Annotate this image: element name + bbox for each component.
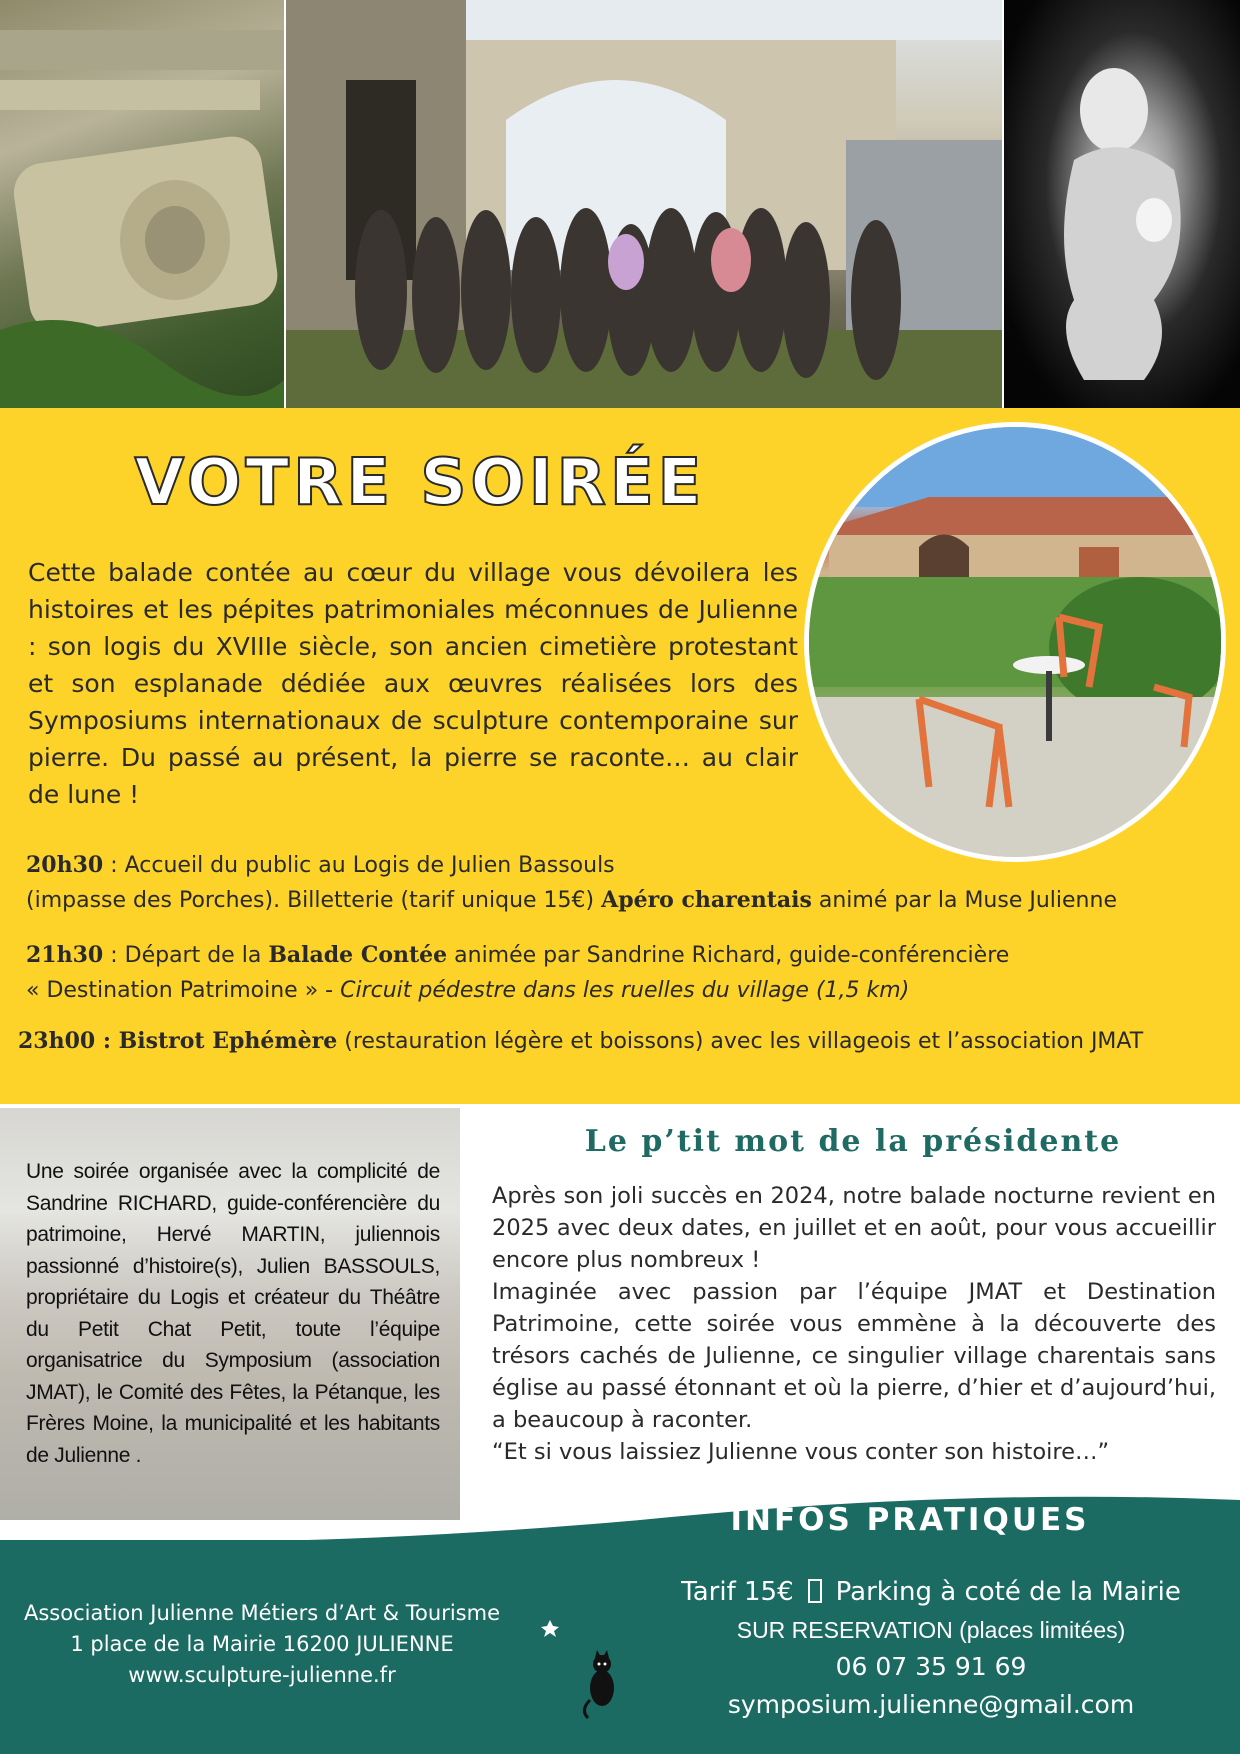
schedule-text: (restauration légère et boissons) avec les villageois et l’association JMAT [337,1029,1144,1054]
president-message [492,1180,1216,1468]
schedule-text: « Destination Patrimoine » - [26,978,341,1003]
moon-cat-logo [540,1600,644,1736]
reservation-note: SUR RESERVATION (places limitées) [736,1617,1126,1643]
president-quote: “Et si vous laissiez Julienne vous conter son histoire…” [492,1439,1110,1465]
president-paragraph: Imaginée avec passion par l’équipe JMAT et Destination Patrimoine, cette soirée vous emmène à la découverte des trésors cachés de Julienne, ce singulier village charentais sans église au passé étonnant et où la pierre, d’hier et d’aujourd’hui, a beaucoup à raconter. [492,1279,1216,1433]
schedule-item-bistrot [18,1024,1240,1059]
separator-box [808,1579,822,1603]
photo-visitor-group [286,0,1002,408]
schedule-circuit: Circuit pédestre dans les ruelles du village (1,5 km) [340,978,910,1003]
schedule-text: (impasse des Porches). Billetterie (tarif unique 15€) [26,888,602,913]
association-name: Association Julienne Métiers d’Art & Tourisme [24,1601,500,1625]
website-link[interactable]: www.sculpture-julienne.fr [128,1663,396,1687]
schedule-highlight: Apéro charentais [601,887,812,913]
price: Tarif 15€ [681,1577,794,1607]
parking-info: Parking à coté de la Mairie [835,1577,1181,1607]
practical-info [636,1572,1226,1724]
association-address: 1 place de la Mairie 16200 JULIENNE [70,1632,454,1656]
schedule-highlight: Balade Contée [268,942,448,968]
president-title: Le p’tit mot de la présidente [584,1124,1122,1159]
president-paragraph: Après son joli succès en 2024, notre balade nocturne revient en 2025 avec deux dates, en juillet et en août, pour vous accueillir encore plus nombreux ! [492,1183,1216,1273]
schedule-text: : Accueil du public au Logis de Julien Bassouls [103,853,615,878]
partners-text: Une soirée organisée avec la complicité de Sandrine RICHARD, guide-conférencière du patrimoine, Hervé MARTIN, juliennois passionné d’histoire(s), Julien BASSOULS, propriétaire du Logis et créateur du Théâtre du Petit Chat Petit, toute l’équipe organisatrice du Symposium (association JMAT), le Comité des Fêtes, la Pétanque, les Frères Moine, la municipalité et les habitants de Julienne . [26,1160,440,1467]
schedule-highlight: 23h00 : Bistrot Ephémère [18,1028,338,1054]
photo-lit-sculpture [1004,0,1240,408]
schedule-text: animé par la Muse Julienne [811,888,1117,913]
schedule-time: 20h30 [26,852,104,878]
evening-section [0,408,1240,1104]
schedule-time: 21h30 [26,942,104,968]
association-contact [12,1598,512,1691]
schedule-text: : Départ de la [103,943,269,968]
schedule-text: animée par Sandrine Richard, guide-conférencière [447,943,1010,968]
page-title: VOTRE SOIRÉE [134,446,706,520]
email-link[interactable]: symposium.julienne@gmail.com [727,1690,1135,1719]
schedule-item-walk [26,938,1226,1008]
partners-box [0,1108,460,1520]
phone-number[interactable]: 06 07 35 91 69 [835,1652,1027,1681]
schedule-item-arrival [26,848,1226,918]
infos-title: INFOS PRATIQUES [730,1502,1090,1538]
photo-garden-logis [804,422,1226,862]
photo-carved-stones [0,0,284,408]
intro-paragraph: Cette balade contée au cœur du village vous dévoilera les histoires et les pépites patrimoniales méconnues de Julienne : son logis du XVIIIe siècle, son ancien cimetière protestant et son esplanade dédiée aux œuvres réalisées lors des Symposiums internationaux de sculpture contemporaine sur pierre. Du passé au présent, la pierre se raconte… au clair de lune ! [28,558,798,809]
